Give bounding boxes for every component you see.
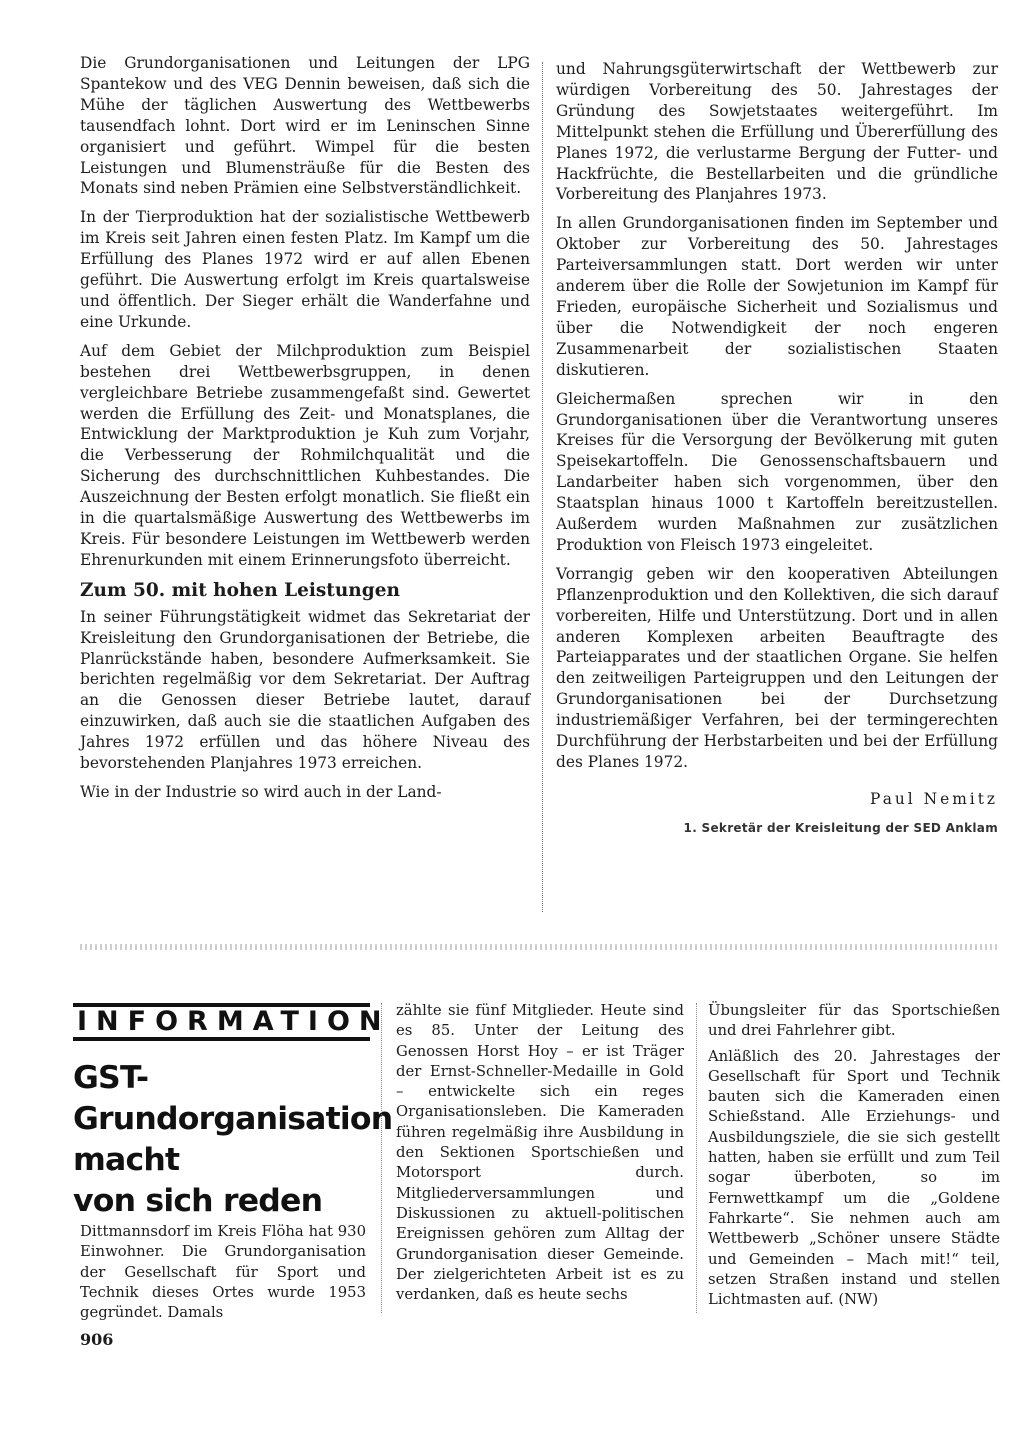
paragraph: In allen Grundorganisationen finden im September und Oktober zur Vorbereitung des 50. Jahrestages Parteiversammlungen statt. Dort werden wir unter anderem über die Rolle der Sowjetunion im Kampf für Frieden, europäische Sicherheit und Sozialismus und über die Notwendigkeit der noch engeren Zusammenarbeit der sozialistischen Staaten diskutieren. <box>556 214 998 379</box>
paragraph: In seiner Führungstätigkeit widmet das Sekretariat der Kreisleitung den Grundorganisationen der Betriebe, die Planrückstände haben, besondere Aufmerksamkeit. Sie berichten regelmäßig vor dem Sekretariat. Der Auftrag an die Genossen dieser Betriebe lautet, darauf einzuwirken, daß auch sie die staatlichen Aufgaben des Jahres 1972 erfüllen und das höhere Niveau des bevorstehenden Planjahres 1973 erreichen. <box>80 607 530 773</box>
paragraph: Vorrangig geben wir den kooperativen Abteilungen Pflanzenproduktion und den Kollektiven, die sich darauf vorbereiten, Hilfe und Unterstützung. Dort und in allen anderen Komplexen arbeiten Beauftragte des Parteiapparates und der staatlichen Organe. Sie helfen den zeitweiligen Parteigruppen und den Leitungen der Grundorganisationen bei der Durchsetzung industriemäßiger Verfahren, bei der termingerechten Durchführung der Herbstarbeiten und bei der Erfüllung des Planes 1972. <box>556 564 998 771</box>
article-right-column <box>556 59 998 839</box>
column-divider <box>381 1003 382 1313</box>
author-name: Paul Nemitz <box>870 789 998 808</box>
info-column-2 <box>396 1001 684 1310</box>
headline-line: von sich reden <box>73 1183 323 1219</box>
paragraph: Gleichermaßen sprechen wir in den Grundorganisationen über die Verantwortung unseres Kreises für die Versorgung der Bevölkerung mit guten Speisekartoffeln. Die Genossenschaftsbauern und Landarbeiter haben sich vorgenommen, über den Staatsplan hinaus 1000 t Kartoffeln bereitzustellen. Außerdem wurden Maßnahmen zur zusätzlichen Produktion von Fleisch 1973 eingeleitet. <box>556 389 998 554</box>
author-role: 1. Sekretär der Kreisleitung der SED Anklam <box>683 820 998 835</box>
info-column-1 <box>80 1222 366 1328</box>
headline-line: macht <box>73 1142 180 1178</box>
column-divider <box>696 1003 697 1313</box>
paragraph: Die Grundorganisationen und Leitungen der LPG Spantekow und des VEG Dennin beweisen, daß sich die Mühe der täglichen Auswertung des Wettbewerbs tausendfach lohnt. Dort wird er im Leninschen Sinne organisiert und geführt. Wimpel für die besten Leistungen und Blumensträuße für die Besten des Monats sind neben Prämien eine Selbstverständlichkeit. <box>80 54 530 198</box>
paragraph: Übungsleiter für das Sportschießen und drei Fahrlehrer gibt. <box>708 1002 1000 1040</box>
paragraph: In der Tierproduktion hat der sozialistische Wettbewerb im Kreis seit Jahren einen festen Platz. Im Kampf um die Erfüllung des Planes 1972 wird er auf allen Ebenen geführt. Die Auswertung erfolgt im Kreis quartalsweise und öffentlich. Der Sieger erhält die Wanderfahne und eine Urkunde. <box>80 208 530 331</box>
column-divider <box>542 62 543 912</box>
paragraph: zählte sie fünf Mitglieder. Heute sind es 85. Unter der Leitung des Genossen Horst Hoy – er ist Träger der Ernst-Schneller-Medaille in Gold – entwickelte sich ein reges Organisationsleben. Die Kameraden führen regelmäßig ihre Ausbildung in den Sektionen Sportschießen und Motorsport durch. Mitgliederversammlungen und Diskussionen zu aktuell-politischen Ereignissen gehören zum Alltag der Grundorganisation dieser Gemeinde. Der zielgerichteten Arbeit ist es zu verdanken, daß es heute sechs <box>396 1002 684 1304</box>
headline-line: Grundorganisation <box>73 1101 393 1137</box>
article-left-column <box>80 53 530 811</box>
paragraph: Anläßlich des 20. Jahrestages der Gesellschaft für Sport und Technik bauten sich die Kameraden einen Schießstand. Alle Erziehungs- und Ausbildungsziele, die sie sich gestellt hatten, haben sie erfüllt und zum Teil sogar überboten, so im Fernwettkampf um die „Goldene Fahrkarte“. Sie nehmen auch am Wettbewerb „Schöner unsere Städte und Gemeinden – Mach mit!“ teil, setzen Straßen instand und stellen Lichtmasten auf. (NW) <box>708 1047 1000 1309</box>
paragraph: Auf dem Gebiet der Milchproduktion zum Beispiel bestehen drei Wettbewerbsgruppen, in denen vergleichbare Betriebe zusammengefaßt sind. Gewertet werden die Erfüllung des Zeit- und Monatsplanes, die Entwicklung der Marktproduktion je Kuh zum Vorjahr, die Verbesserung der Rohmilchqualität und die Sicherung des durchschnittlichen Kuhbestandes. Die Auszeichnung der Besten erfolgt monatlich. Sie fließt ein in die quartalsmäßige Auswertung des Wettbewerbs im Kreis. Für besondere Leistungen im Wettbewerb werden Ehrenurkunden mit einem Erinnerungsfoto überreicht. <box>80 341 530 569</box>
section-separator <box>80 944 1000 950</box>
page-number: 906 <box>80 1330 114 1349</box>
article-subheading: Zum 50. mit hohen Leistungen <box>80 579 400 601</box>
headline-line: GST- <box>73 1060 149 1096</box>
info-headline <box>73 1058 393 1222</box>
paragraph: Wie in der Industrie so wird auch in der Land- <box>80 783 442 801</box>
information-banner: INFORMATION <box>73 1003 370 1041</box>
paragraph: und Nahrungsgüterwirtschaft der Wettbewerb zur würdigen Vorbereitung des 50. Jahrestages der Gründung des Sowjetstaates weitergeführt. Im Mittelpunkt stehen die Erfüllung und Übererfüllung des Planes 1972, die verlustarme Bergung der Futter- und Hackfrüchte, die Bestellarbeiten und die gründliche Vorbereitung des Planjahres 1973. <box>556 60 998 204</box>
paragraph: Dittmannsdorf im Kreis Flöha hat 930 Einwohner. Die Grundorganisation der Gesellschaft für Sport und Technik dieses Ortes wurde 1953 gegründet. Damals <box>80 1223 366 1322</box>
info-column-3 <box>708 1001 1000 1315</box>
